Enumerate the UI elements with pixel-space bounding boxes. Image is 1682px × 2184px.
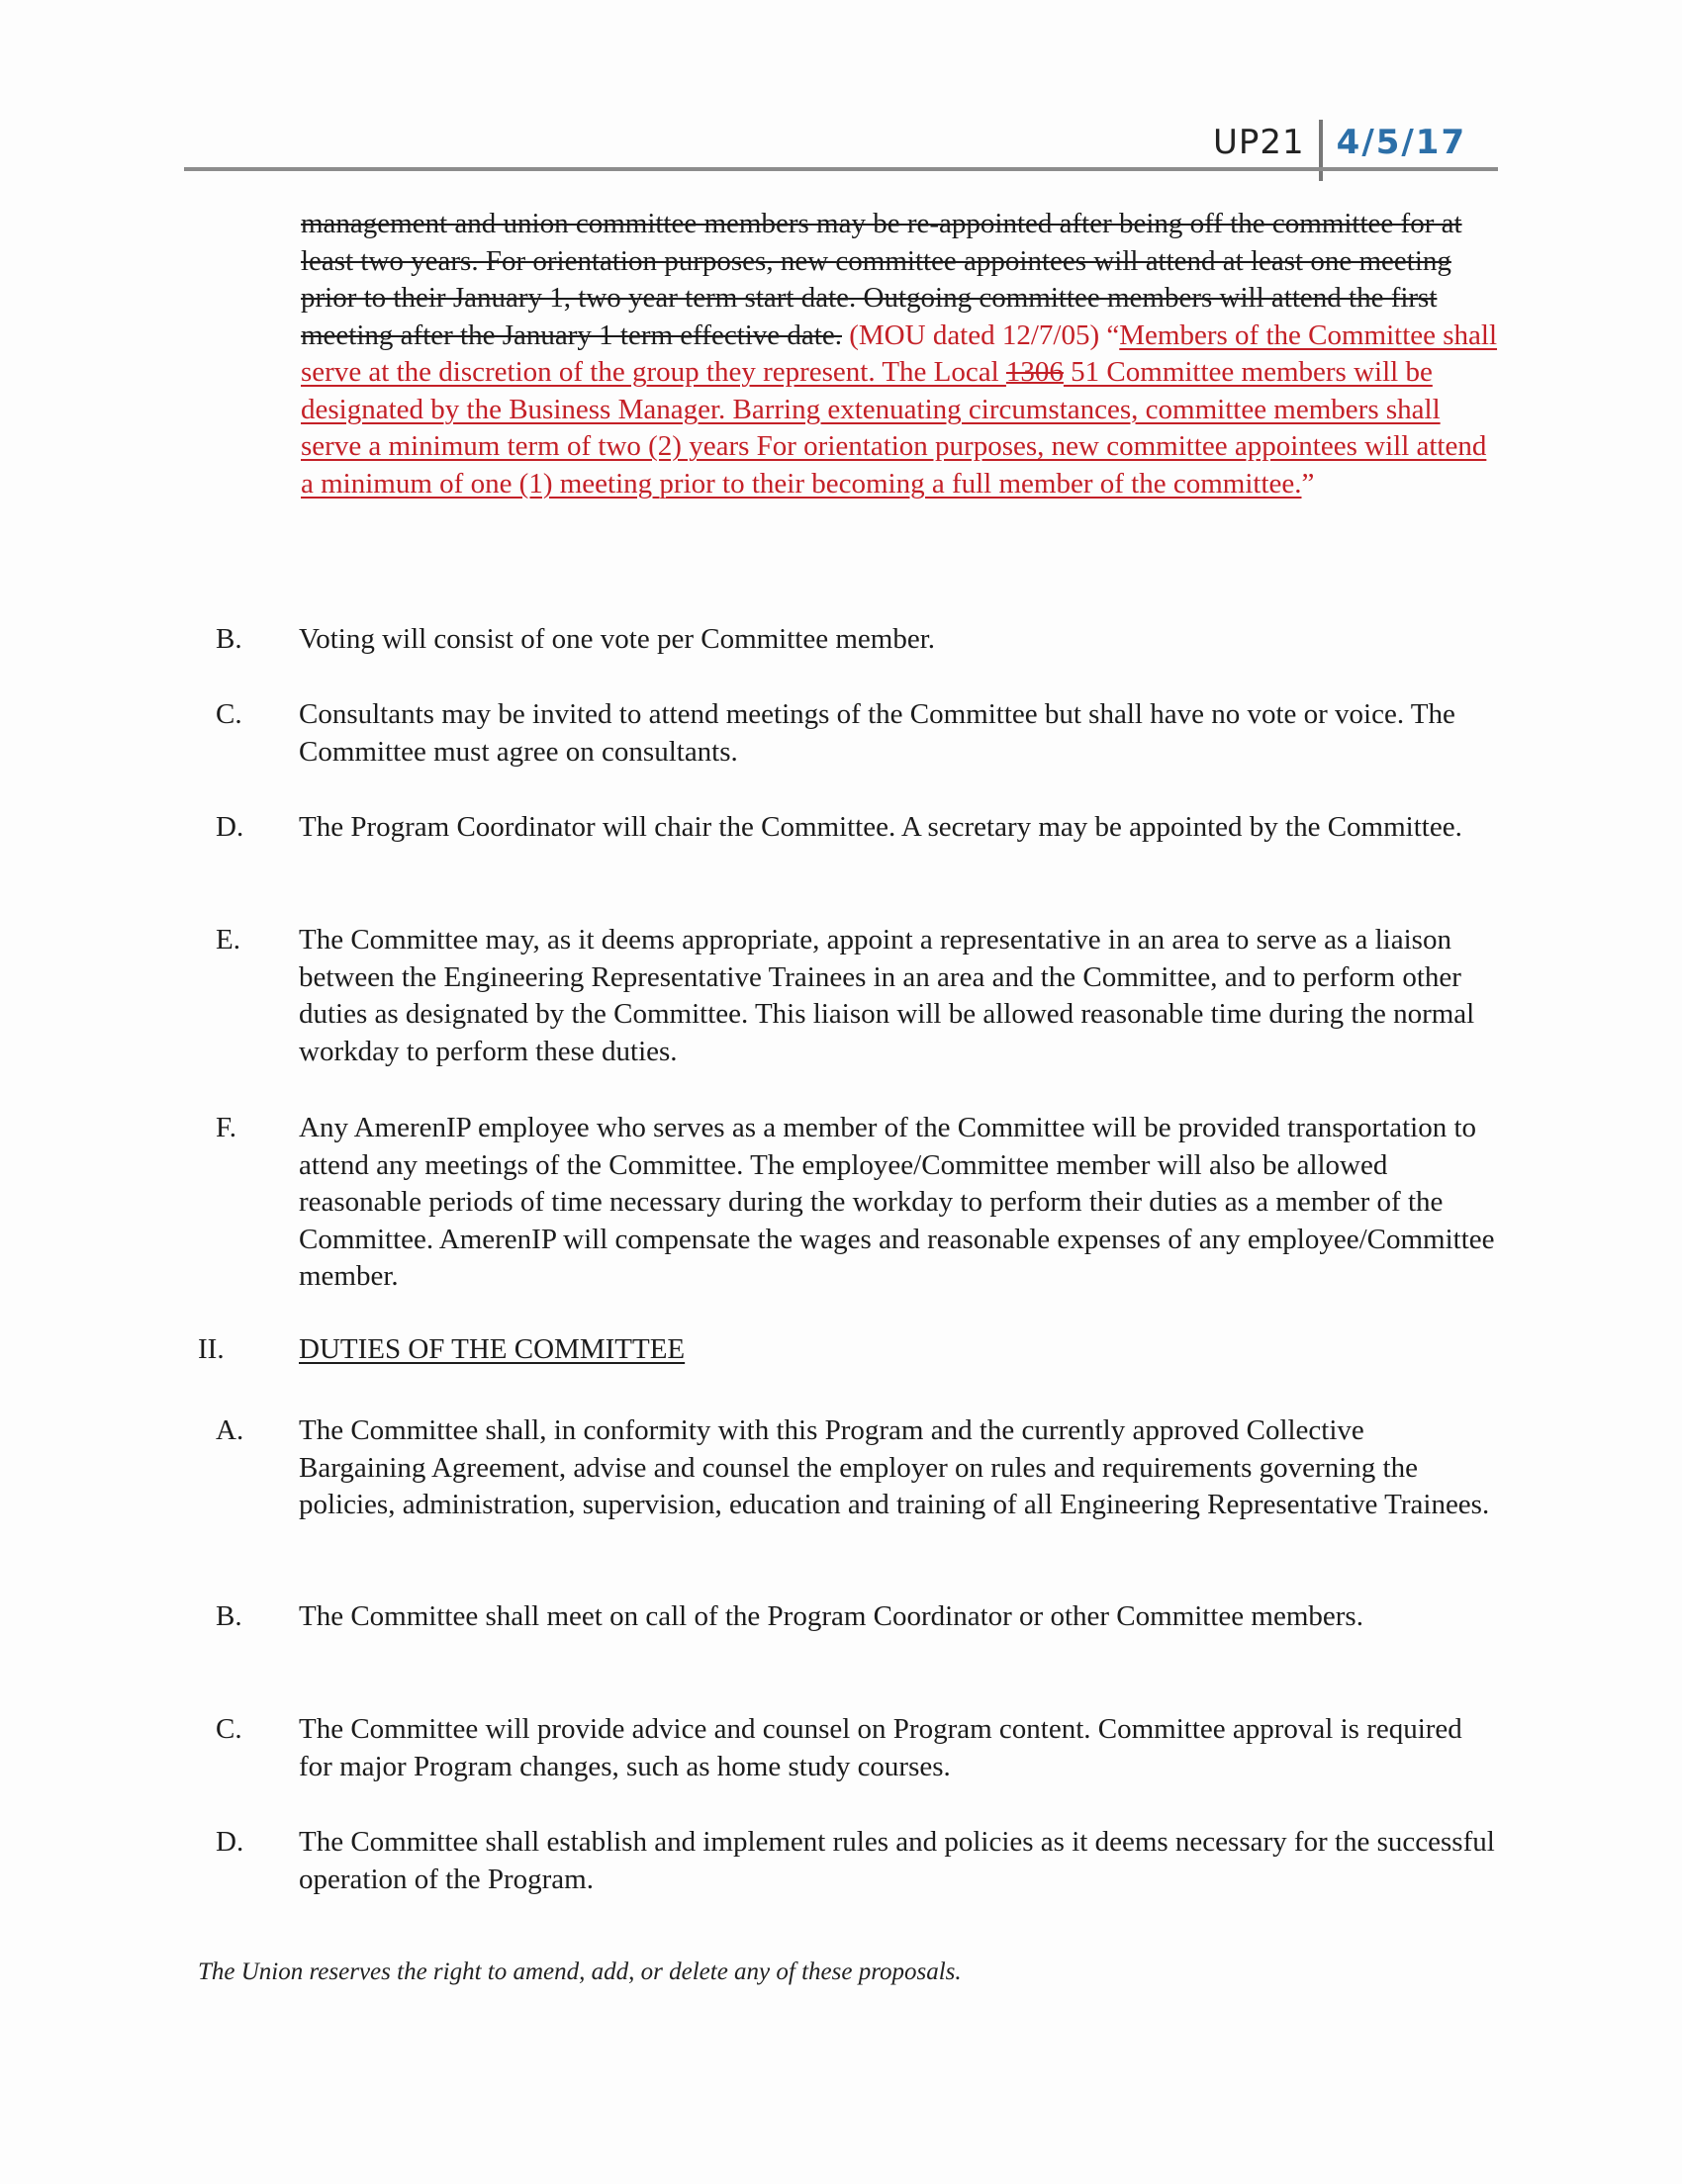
mou-note: (MOU dated 12/7/05) — [841, 318, 1107, 351]
inserted-text-1: Members of the Committee shall serve at the discretion of the group they represent. The Local — [301, 318, 1498, 388]
list-item — [216, 1711, 1502, 1785]
list-item — [216, 1110, 1502, 1296]
section-ii-heading — [198, 1331, 1484, 1369]
item-text: The Committee may, as it deems appropriate, appoint a representative in an area to serve as a liaison between the Engineering Representative Trainees in an area and the Committee, and to perform other duties as designated by the Committee. This liaison will be allowed reasonable time during the normal workday to perform these duties. — [299, 924, 1475, 1067]
doc-date: 4/5/17 — [1336, 123, 1467, 162]
item-text: The Committee shall, in conformity with this Program and the currently approved Collective Bargaining Agreement, advise and counsel the employer on rules and requirements governing the policies, administration, supervision, education and training of all Engineering Representative Trainees. — [299, 1414, 1490, 1520]
inserted-text-2: 51 Committee members will be designated by the Business Manager. Barring extenuating circumstances, committee members shall serve a minimum term of two (2) years For orientation purposes, new committee appointees will attend a minimum of one (1) meeting prior to their becoming a full member of the committee. — [301, 356, 1487, 500]
close-quote: ” — [1301, 467, 1315, 500]
item-text: Consultants may be invited to attend meetings of the Committee but shall have no vote or voice. The Committee must agree on consultants. — [299, 698, 1455, 768]
item-marker: B. — [216, 1600, 242, 1632]
list-item — [216, 809, 1502, 847]
list-item — [216, 1598, 1502, 1636]
item-marker: E. — [216, 924, 240, 956]
section-title: DUTIES OF THE COMMITTEE — [299, 1333, 686, 1365]
item-marker: B. — [216, 623, 242, 655]
list-item — [216, 696, 1502, 771]
item-text: The Committee will provide advice and counsel on Program content. Committee approval is required for major Program changes, such as home study courses. — [299, 1713, 1462, 1782]
header-rule — [184, 167, 1498, 171]
item-marker: A. — [216, 1414, 244, 1446]
list-item — [216, 1412, 1502, 1524]
item-marker: D. — [216, 811, 244, 843]
item-text: Any AmerenIP employee who serves as a member of the Committee will be provided transportation to attend any meetings of the Committee. The employee/Committee member will also be allowed reasonable periods of time necessary during the workday to perform their duties as a member of the Committee. AmerenIP will compensate the wages and reasonable expenses of any employee/Committee member. — [299, 1112, 1495, 1292]
list-item — [216, 1824, 1502, 1898]
item-text: The Committee shall establish and implement rules and policies as it deems necessary for the successful operation of the Program. — [299, 1826, 1495, 1895]
item-marker: D. — [216, 1826, 244, 1858]
struck-text: management and union committee members may be re-appointed after being off the committee for at least two years. For orientation purposes, new committee appointees will attend at least one meeting prior to their January 1, two year term start date. Outgoing committee members will attend the first meeting after the January 1 term effective date. — [301, 208, 1462, 351]
page-header — [1213, 111, 1466, 174]
list-item — [216, 621, 1502, 659]
item-text: The Program Coordinator will chair the Committee. A secretary may be appointed by the Committee. — [299, 811, 1462, 843]
item-text: The Committee shall meet on call of the Program Coordinator or other Committee members. — [299, 1600, 1363, 1632]
struck-local-number: 1306 — [1005, 356, 1064, 388]
doc-code: UP21 — [1213, 123, 1305, 162]
open-quote: “ — [1106, 318, 1120, 351]
item-text: Voting will consist of one vote per Committee member. — [299, 623, 936, 655]
item-marker: F. — [216, 1112, 237, 1143]
item-marker: C. — [216, 1713, 242, 1745]
section-marker: II. — [198, 1333, 225, 1365]
section-i-a-continued — [301, 206, 1500, 502]
footer-note: The Union reserves the right to amend, add, or delete any of these proposals. — [198, 1958, 962, 1985]
list-item — [216, 922, 1502, 1070]
item-marker: C. — [216, 698, 242, 730]
